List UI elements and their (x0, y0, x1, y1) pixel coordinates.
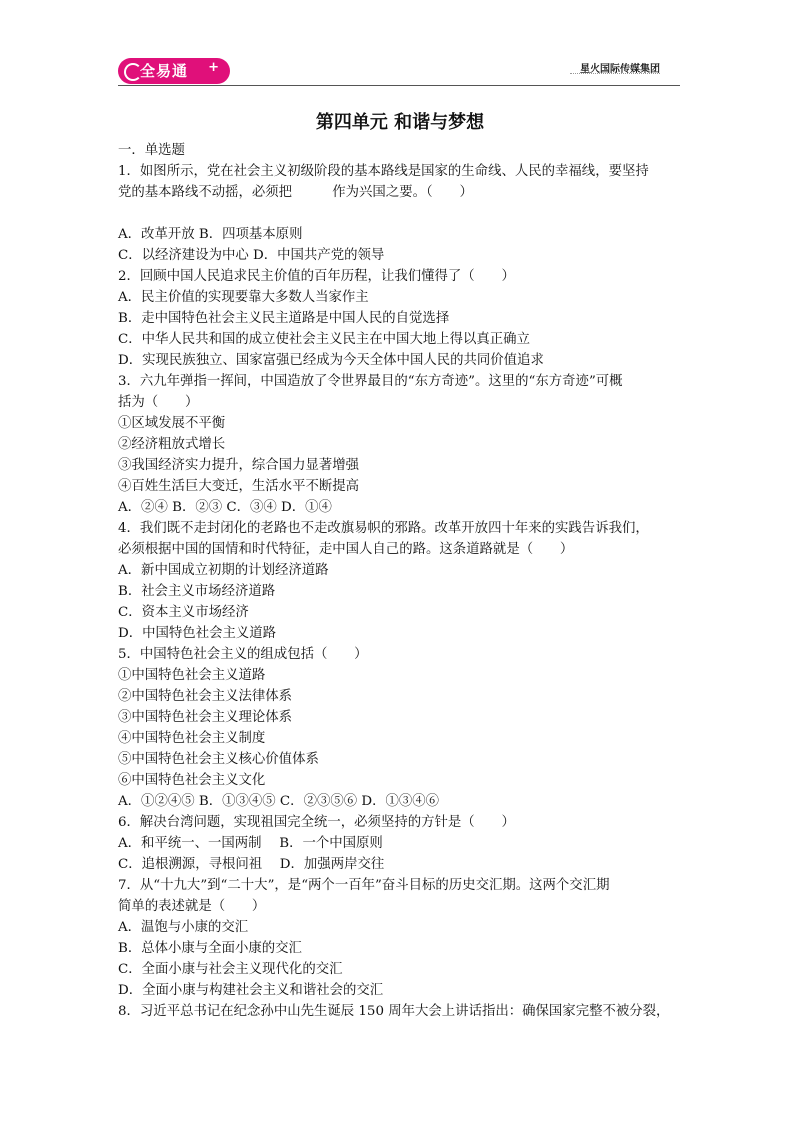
page-title: 第四单元 和谐与梦想 (315, 112, 485, 133)
text-line: 1．如图所示，党在社会主义初级阶段的基本路线是国家的生命线、人民的幸福线，要坚持 (118, 164, 649, 179)
text-line: 3．六九年弹指一挥间，中国造放了令世界最目的“东方奇迹”。这里的“东方奇迹”可概 (118, 374, 623, 389)
text-line: 一．单选题 (118, 143, 185, 158)
text-line: 括为（ ） (118, 395, 199, 410)
text-line: C．中华人民共和国的成立使社会主义民主在中国大地上得以真正确立 (118, 332, 530, 347)
page-header (118, 56, 680, 86)
text-line: C．资本主义市场经济 (118, 605, 249, 620)
logo-text: 全易通 (140, 62, 189, 80)
text-line: A．①②④⑤ B．①③④⑤ C．②③⑤⑥ D．①③④⑥ (118, 794, 440, 809)
text-line: ③中国特色社会主义理论体系 (118, 710, 293, 725)
text-line: 7．从“十九大”到“二十大”，是“两个一百年”奋斗目标的历史交汇期。这两个交汇期 (118, 878, 610, 893)
brand-logo (118, 58, 230, 84)
text-line: A．改革开放 B．四项基本原则 (118, 227, 303, 242)
text-line: 6．解决台湾问题，实现祖国完全统一，必须坚持的方针是（ ） (118, 815, 515, 830)
text-line: 党的基本路线不动摇，必须把 作为兴国之要。（ ） (118, 185, 473, 200)
text-line: 8．习近平总书记在纪念孙中山先生诞辰 150 周年大会上讲话指出：确保国家完整不被分裂， (118, 1004, 670, 1019)
text-line: C．全面小康与社会主义现代化的交汇 (118, 962, 343, 977)
logo-swoosh-icon (124, 63, 142, 81)
text-line: ⑤中国特色社会主义核心价值体系 (118, 752, 319, 767)
text-line: A．温饱与小康的交汇 (118, 920, 249, 935)
header-rule (118, 85, 680, 86)
text-line: A．新中国成立初期的计划经济道路 (118, 563, 329, 578)
text-line: B．走中国特色社会主义民主道路是中国人民的自觉选择 (118, 311, 450, 326)
text-line: A．②④ B．②③ C．③④ D．①④ (118, 500, 332, 515)
text-line: B．总体小康与全面小康的交汇 (118, 941, 302, 956)
text-line: ②中国特色社会主义法律体系 (118, 689, 293, 704)
text-line: ①中国特色社会主义道路 (118, 668, 266, 683)
text-line: D．中国特色社会主义道路 (118, 626, 277, 641)
text-line: 2．回顾中国人民追求民主价值的百年历程，让我们懂得了（ ） (118, 269, 515, 284)
text-line: D．全面小康与构建社会主义和谐社会的交汇 (118, 983, 384, 998)
text-line: ②经济粗放式增长 (118, 437, 226, 452)
text-line: ④百姓生活巨大变迁，生活水平不断提高 (118, 479, 360, 494)
text-line: ①区域发展不平衡 (118, 416, 226, 431)
text-line: ③我国经济实力提升，综合国力显著增强 (118, 458, 360, 473)
logo-plus: + (208, 60, 220, 75)
text-line: C．以经济建设为中心 D．中国共产党的领导 (118, 248, 385, 263)
question-list (118, 140, 698, 1022)
publisher-subline (570, 73, 660, 76)
text-line: 4．我们既不走封闭化的老路也不走改旗易帜的邪路。改革开放四十年来的实践告诉我们， (118, 521, 649, 536)
text-line: 必须根据中国的国情和时代特征，走中国人自己的路。这条道路就是（ ） (118, 542, 574, 557)
text-line: D．实现民族独立、国家富强已经成为今天全体中国人民的共同价值追求 (118, 353, 544, 368)
text-line (118, 203, 698, 224)
text-line: C．追根溯源，寻根问祖 D．加强两岸交往 (118, 857, 385, 872)
text-line: 5．中国特色社会主义的组成包括（ ） (118, 647, 368, 662)
text-line: B．社会主义市场经济道路 (118, 584, 276, 599)
text-line: A．民主价值的实现要靠大多数人当家作主 (118, 290, 369, 305)
text-line: 简单的表述就是（ ） (118, 899, 266, 914)
text-line: A．和平统一、一国两制 B．一个中国原则 (118, 836, 383, 851)
text-line: ⑥中国特色社会主义文化 (118, 773, 266, 788)
publisher-name: 星火国际传媒集团 (580, 64, 660, 75)
text-line: ④中国特色社会主义制度 (118, 731, 266, 746)
